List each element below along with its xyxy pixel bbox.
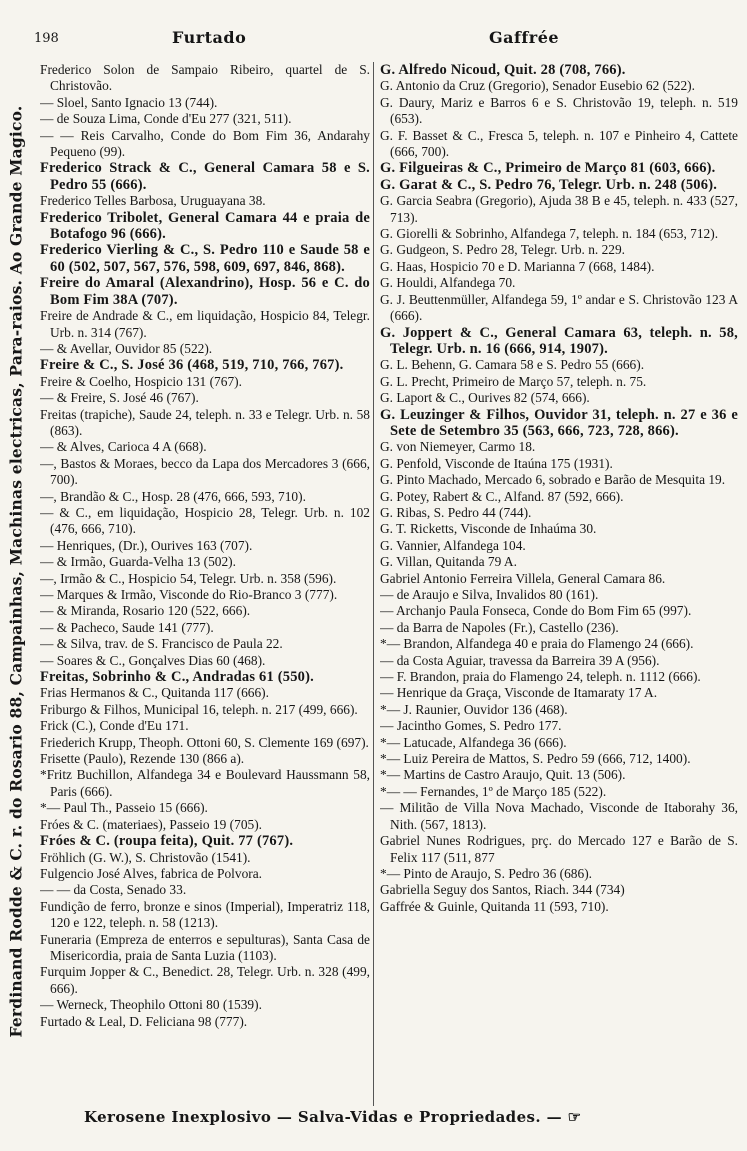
directory-entry: G. Laport & C., Ourives 82 (574, 666). (380, 390, 590, 406)
directory-entry: G. Gudgeon, S. Pedro 28, Telegr. Urb. n. 229. (380, 242, 626, 258)
right-running-heading: Gaffrée (489, 28, 560, 47)
directory-entry: Frederico Vierling & C., S. Pedro 110 e Saude 58 e 60 (502, 507, 567, 576, 598, 609, 697, 846, 868). (40, 242, 370, 275)
directory-entry: — & Freire, S. José 46 (767). (40, 390, 199, 406)
directory-entry: —, Irmão & C., Hospicio 54, Telegr. Urb. n. 358 (596). (40, 570, 337, 586)
right-column (380, 62, 738, 1107)
directory-entry: G. Villan, Quitanda 79 A. (380, 554, 517, 570)
directory-entry: — Militão de Villa Nova Machado, Visconde de Itaborahy 36, Nith. (567, 1813). (380, 800, 738, 832)
directory-entry: *— Brandon, Alfandega 40 e praia do Flamengo 24 (666). (380, 636, 694, 652)
directory-entry: — & Pacheco, Saude 141 (777). (40, 619, 214, 635)
directory-entry: Gabriel Nunes Rodrigues, prç. do Mercado 127 e Barão de S. Felix 117 (511, 877 (380, 833, 738, 865)
directory-entry: Furtado & Leal, D. Feliciana 98 (777). (40, 1013, 248, 1029)
directory-entry: — Marques & Irmão, Visconde do Rio-Branco 3 (777). (40, 587, 338, 602)
directory-entry: Freitas (trapiche), Saude 24, teleph. n. 33 e Telegr. Urb. n. 58 (863). (40, 406, 370, 438)
directory-entry: Furquim Jopper & C., Benedict. 28, Telegr. Urb. n. 328 (499, 666). (40, 964, 370, 996)
directory-entry: Gaffrée & Guinle, Quitanda 11 (593, 710). (380, 898, 609, 914)
directory-entry: G. Vannier, Alfandega 104. (380, 537, 526, 553)
directory-entry: — Archanjo Paula Fonseca, Conde do Bom Fim 65 (997). (380, 603, 692, 619)
directory-entry: G. Garcia Seabra (Gregorio), Ajuda 38 B e 45, teleph. n. 433 (527, 713). (380, 193, 738, 225)
directory-entry: — — da Costa, Senado 33. (40, 882, 187, 898)
directory-entry: — da Costa Aguiar, travessa da Barreira 39 A (956). (380, 652, 660, 668)
directory-entry: — Henriques, (Dr.), Ourives 163 (707). (40, 537, 253, 553)
directory-entry: Fundição de ferro, bronze e sinos (Imperial), Imperatriz 118, 120 e 122, teleph. n. 58 (1213). (40, 898, 370, 931)
directory-entry: Fröhlich (G. W.), S. Christovão (1541). (40, 849, 251, 865)
directory-entry: — Jacintho Gomes, S. Pedro 177. (380, 718, 562, 734)
directory-entry: Freitas, Sobrinho & C., Andradas 61 (550). (40, 669, 314, 686)
directory-entry: G. Antonio da Cruz (Gregorio), Senador Eusebio 62 (522). (380, 78, 695, 94)
directory-entry: G. T. Ricketts, Visconde de Inhaúma 30. (380, 521, 597, 537)
directory-entry: Freire & Coelho, Hospicio 131 (767). (40, 373, 242, 389)
directory-entry: Freire & C., S. José 36 (468, 519, 710, 766, 767). (40, 357, 344, 374)
directory-entry: — & Avellar, Ouvidor 85 (522). (40, 340, 213, 356)
directory-entry: G. L. Precht, Primeiro de Março 57, teleph. n. 75. (380, 373, 647, 389)
directory-entry: G. J. Beuttenmüller, Alfandega 59, 1º andar e S. Christovão 123 A (666). (380, 291, 738, 324)
directory-entry: Funeraria (Empreza de enterros e sepulturas), Santa Casa de Misericordia, praia de Santa Luzia (1103). (40, 931, 370, 963)
directory-entry: — Sloel, Santo Ignacio 13 (744). (40, 94, 218, 110)
directory-entry: Friburgo & Filhos, Municipal 16, teleph. n. 217 (499, 666). (40, 701, 358, 717)
directory-entry: G. Alfredo Nicoud, Quit. 28 (708, 766). (380, 62, 626, 78)
directory-entry: — — Reis Carvalho, Conde do Bom Fim 36, Andarahy Pequeno (99). (40, 127, 370, 160)
directory-entry: G. Garat & C., S. Pedro 76, Telegr. Urb. n. 248 (506). (380, 176, 718, 193)
directory-entry: G. F. Basset & C., Fresca 5, teleph. n. 107 e Pinheiro 4, Cattete (666, 700). (380, 127, 738, 160)
directory-entry: Fróes & C. (roupa feita), Quit. 77 (767). (40, 833, 294, 850)
directory-entry: — Henrique da Graça, Visconde de Itamaraty 17 A. (380, 685, 658, 701)
directory-entry: *Fritz Buchillon, Alfandega 34 e Boulevard Haussmann 58, Paris (666). (40, 767, 370, 799)
left-column (40, 62, 370, 1107)
directory-entry: — & Irmão, Guarda-Velha 13 (502). (40, 554, 236, 570)
directory-entry: *— Paul Th., Passeio 15 (666). (40, 800, 208, 816)
directory-entry: Frisette (Paulo), Rezende 130 (866 a). (40, 751, 245, 767)
directory-entry: — & Silva, trav. de S. Francisco de Paula 22. (40, 636, 283, 652)
directory-entry: G. L. Behenn, G. Camara 58 e S. Pedro 55 (666). (380, 357, 645, 373)
directory-entry: — de Araujo e Silva, Invalidos 80 (161). (380, 587, 599, 602)
directory-entry: Gabriel Antonio Ferreira Villela, General Camara 86. (380, 570, 666, 586)
side-advertisement (2, 36, 30, 1106)
directory-entry: — Soares & C., Gonçalves Dias 60 (468). (40, 652, 266, 668)
directory-entry: Freire de Andrade & C., em liquidação, Hospicio 84, Telegr. Urb. n. 314 (767). (40, 308, 370, 340)
directory-entry: Frederico Strack & C., General Camara 58 e S. Pedro 55 (666). (40, 160, 370, 193)
page-header (34, 28, 744, 50)
directory-entry: G. Pinto Machado, Mercado 6, sobrado e Barão de Mesquita 19. (380, 472, 726, 488)
directory-entry: G. Leuzinger & Filhos, Ouvidor 31, teleph. n. 27 e 36 e Sete de Setembro 35 (563, 666, 723, 728, 866). (380, 406, 738, 439)
footer-advertisement: Kerosene Inexplosivo — Salva-Vidas e Propriedades. — ☞ (84, 1108, 582, 1126)
page-number: 198 (34, 31, 59, 46)
directory-entry: Freire do Amaral (Alexandrino), Hosp. 56 e C. do Bom Fim 38A (707). (40, 275, 370, 308)
directory-entry: G. Filgueiras & C., Primeiro de Março 81 (603, 666). (380, 160, 716, 177)
directory-entry: Friederich Krupp, Theoph. Ottoni 60, S. Clemente 169 (697). (40, 734, 369, 750)
directory-entry: Frederico Telles Barbosa, Uruguayana 38. (40, 193, 266, 209)
directory-entry: —, Bastos & Moraes, becco da Lapa dos Mercadores 3 (666, 700). (40, 455, 370, 488)
directory-entry: — de Souza Lima, Conde d'Eu 277 (321, 511). (40, 111, 292, 127)
directory-entry: G. Daury, Mariz e Barros 6 e S. Christovão 19, teleph. n. 519 (653). (380, 94, 738, 127)
directory-entry: *— — Fernandes, 1º de Março 185 (522). (380, 783, 607, 799)
column-divider (373, 62, 374, 1106)
directory-entry: G. Houldi, Alfandega 70. (380, 275, 516, 291)
directory-entry: Frederico Solon de Sampaio Ribeiro, quartel de S. Christovão. (40, 62, 370, 94)
directory-entry: G. Potey, Rabert & C., Alfand. 87 (592, 666). (380, 488, 624, 504)
directory-entry: Frias Hermanos & C., Quitanda 117 (666). (40, 685, 269, 701)
directory-entry: —, Brandão & C., Hosp. 28 (476, 666, 593, 710). (40, 488, 306, 504)
directory-entry: *— Pinto de Araujo, S. Pedro 36 (686). (380, 865, 593, 881)
directory-entry: — da Barra de Napoles (Fr.), Castello (236). (380, 619, 619, 635)
directory-entry: — & Miranda, Rosario 120 (522, 666). (40, 603, 251, 619)
directory-entry: — Werneck, Theophilo Ottoni 80 (1539). (40, 997, 262, 1013)
directory-entry: — & Alves, Carioca 4 A (668). (40, 439, 207, 455)
directory-entry: Fróes & C. (materiaes), Passeio 19 (705). (40, 816, 263, 832)
directory-entry: Fulgencio José Alves, fabrica de Polvora. (40, 865, 263, 881)
directory-entry: G. Ribas, S. Pedro 44 (744). (380, 504, 532, 520)
directory-entry: G. Penfold, Visconde de Itaúna 175 (1931). (380, 455, 613, 471)
directory-entry: G. Giorelli & Sobrinho, Alfandega 7, teleph. n. 184 (653, 712). (380, 226, 719, 242)
directory-entry: G. Haas, Hospicio 70 e D. Marianna 7 (668, 1484). (380, 258, 655, 274)
directory-entry: *— J. Raunier, Ouvidor 136 (468). (380, 701, 568, 717)
directory-entry: *— Martins de Castro Araujo, Quit. 13 (506). (380, 767, 626, 783)
side-advertisement-text: Ferdinand Rodde & C. r. do Rosario 88, Campainhas, Machinas electricas, Para-raios. Ao Grande Magico. (6, 105, 26, 1037)
directory-entry: *— Latucade, Alfandega 36 (666). (380, 734, 567, 750)
directory-entry: Frederico Tribolet, General Camara 44 e praia de Botafogo 96 (666). (40, 209, 370, 243)
directory-entry: G. von Niemeyer, Carmo 18. (380, 439, 536, 455)
directory-entry: — & C., em liquidação, Hospicio 28, Telegr. Urb. n. 102 (476, 666, 710). (40, 504, 370, 537)
left-running-heading: Furtado (172, 28, 247, 47)
directory-entry: — F. Brandon, praia do Flamengo 24, teleph. n. 1112 (666). (380, 669, 701, 685)
directory-entry: Frick (C.), Conde d'Eu 171. (40, 718, 189, 734)
directory-entry: Gabriella Seguy dos Santos, Riach. 344 (734) (380, 882, 625, 898)
directory-entry: *— Luiz Pereira de Mattos, S. Pedro 59 (666, 712, 1400). (380, 751, 691, 767)
directory-entry: G. Joppert & C., General Camara 63, teleph. n. 58, Telegr. Urb. n. 16 (666, 914, 1907). (380, 324, 738, 357)
